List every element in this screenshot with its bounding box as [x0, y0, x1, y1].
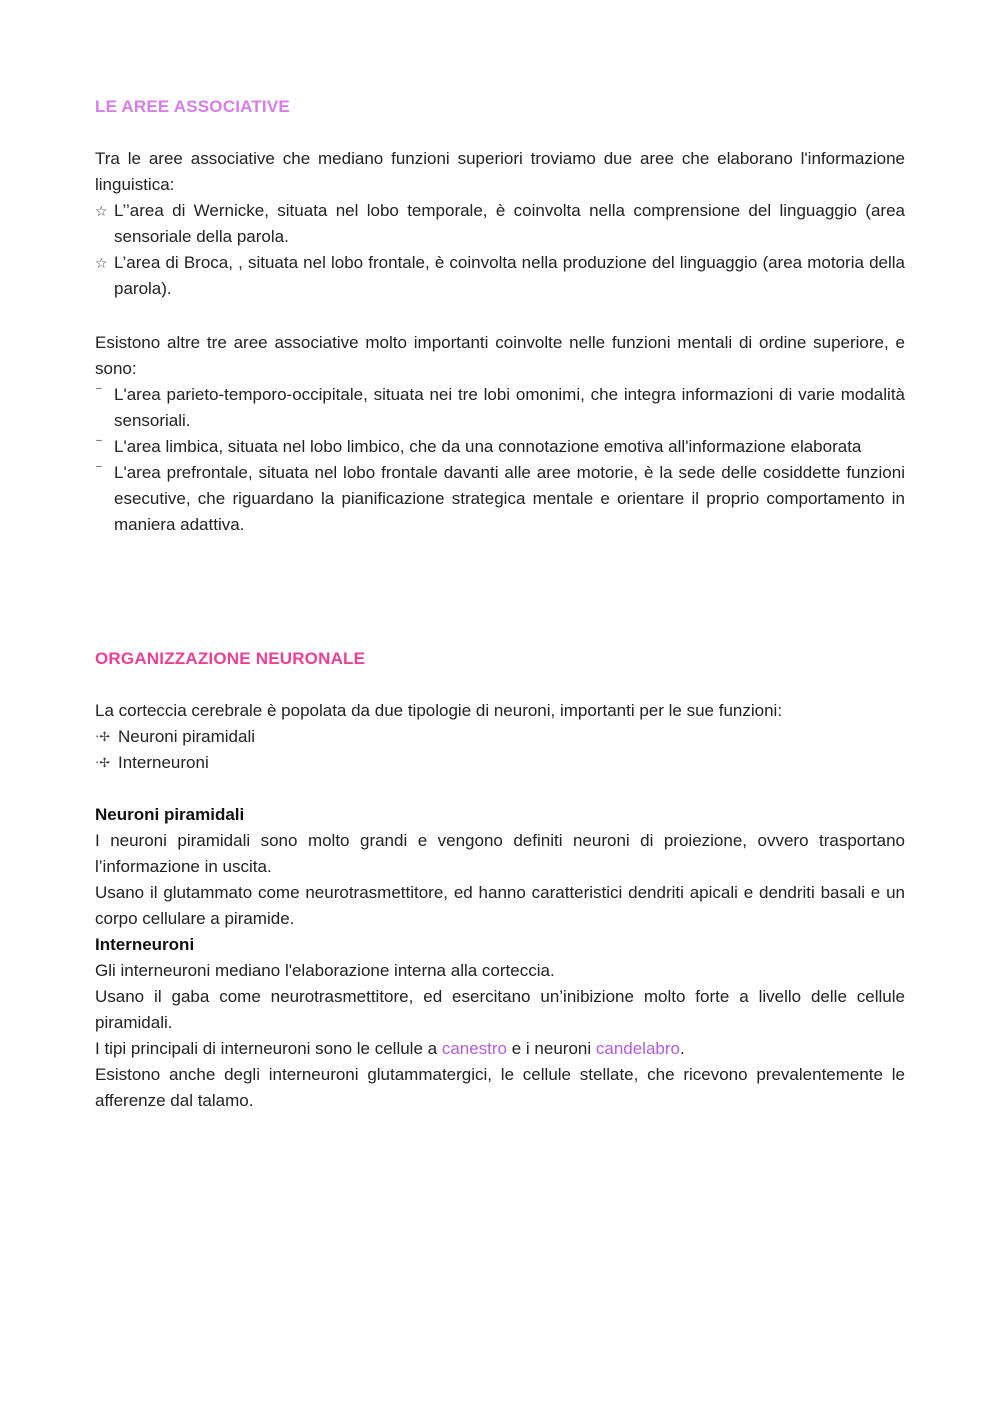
paragraph-interneuron-types: [95, 1036, 905, 1062]
dash-bullet-icon: ⁻: [95, 383, 103, 400]
list-item-text: L’area di Broca, , situata nel lobo frontale, è coinvolta nella produzione del linguaggio (area motoria della parola).: [114, 253, 905, 298]
paragraph: La corteccia cerebrale è popolata da due tipologie di neuroni, importanti per le sue funzioni:: [95, 701, 783, 720]
section-title-aree-associative: LE AREE ASSOCIATIVE: [95, 97, 290, 116]
list-item-text: L'area limbica, situata nel lobo limbico, che da una connotazione emotiva all'informazione elaborata: [114, 437, 862, 456]
subheading-neuroni-piramidali: Neuroni piramidali: [95, 805, 245, 824]
paragraph: Esistono anche degli interneuroni glutammatergici, le cellule stellate, che ricevono prevalentemente le afferenze dal talamo.: [95, 1065, 905, 1110]
list-item-text: Neuroni piramidali: [118, 727, 256, 746]
list-item: [95, 250, 905, 302]
subheading-interneuroni: Interneuroni: [95, 935, 195, 954]
section-organizzazione-intro: [95, 698, 905, 776]
highlighted-term-candelabro: candelabro: [595, 1039, 680, 1058]
star-outline-icon: ☆: [95, 255, 108, 271]
section-neuron-types: [95, 802, 905, 1114]
text-run: e i neuroni: [507, 1039, 596, 1058]
highlighted-term-canestro: canestro: [441, 1039, 508, 1058]
star-outline-icon: ☆: [95, 203, 108, 219]
sparkle-bullet-icon: ⋅✢: [95, 729, 111, 744]
dash-bullet-icon: ⁻: [95, 435, 103, 452]
sparkle-bullet-icon: ⋅✢: [95, 755, 111, 770]
list-item: [95, 724, 905, 750]
list-item-text: L'area prefrontale, situata nel lobo frontale davanti alle aree motorie, è la sede delle cosiddette funzioni esecutive, che riguardano la pianificazione strategica mentale e orientare il proprio comportamento in maniera adattiva.: [114, 463, 905, 534]
text-run: .: [679, 1039, 685, 1058]
paragraph: Tra le aree associative che mediano funzioni superiori troviamo due aree che elaborano l'informazione linguistica:: [95, 149, 905, 194]
list-item: [95, 434, 905, 460]
list-item-text: Interneuroni: [118, 753, 209, 772]
paragraph: Usano il glutammato come neurotrasmettitore, ed hanno caratteristici dendriti apicali e dendriti basali e un corpo cellulare a piramide.: [95, 883, 905, 928]
section-aree-associative-more: [95, 330, 905, 538]
list-item: [95, 198, 905, 250]
list-item: [95, 382, 905, 434]
list-item-text: L'area parieto-temporo-occipitale, situata nei tre lobi omonimi, che integra informazioni di varie modalità sensoriali.: [114, 385, 905, 430]
list-item: [95, 460, 905, 538]
text-run: I tipi principali di interneuroni sono le cellule a: [95, 1039, 442, 1058]
paragraph: Esistono altre tre aree associative molto importanti coinvolte nelle funzioni mentali di ordine superiore, e sono:: [95, 333, 905, 378]
dash-bullet-icon: ⁻: [95, 461, 103, 478]
section-title-organizzazione-neuronale: ORGANIZZAZIONE NEURONALE: [95, 649, 366, 668]
list-item-text: L’’area di Wernicke, situata nel lobo temporale, è coinvolta nella comprensione del linguaggio (area sensoriale della parola.: [114, 201, 905, 246]
section-aree-associative-intro: [95, 146, 905, 302]
paragraph: I neuroni piramidali sono molto grandi e vengono definiti neuroni di proiezione, ovvero trasportano l’informazione in uscita.: [95, 831, 905, 876]
list-item: [95, 750, 905, 776]
paragraph: Usano il gaba come neurotrasmettitore, ed esercitano un’inibizione molto forte a livello delle cellule piramidali.: [95, 987, 905, 1032]
paragraph: Gli interneuroni mediano l'elaborazione interna alla corteccia.: [95, 961, 555, 980]
